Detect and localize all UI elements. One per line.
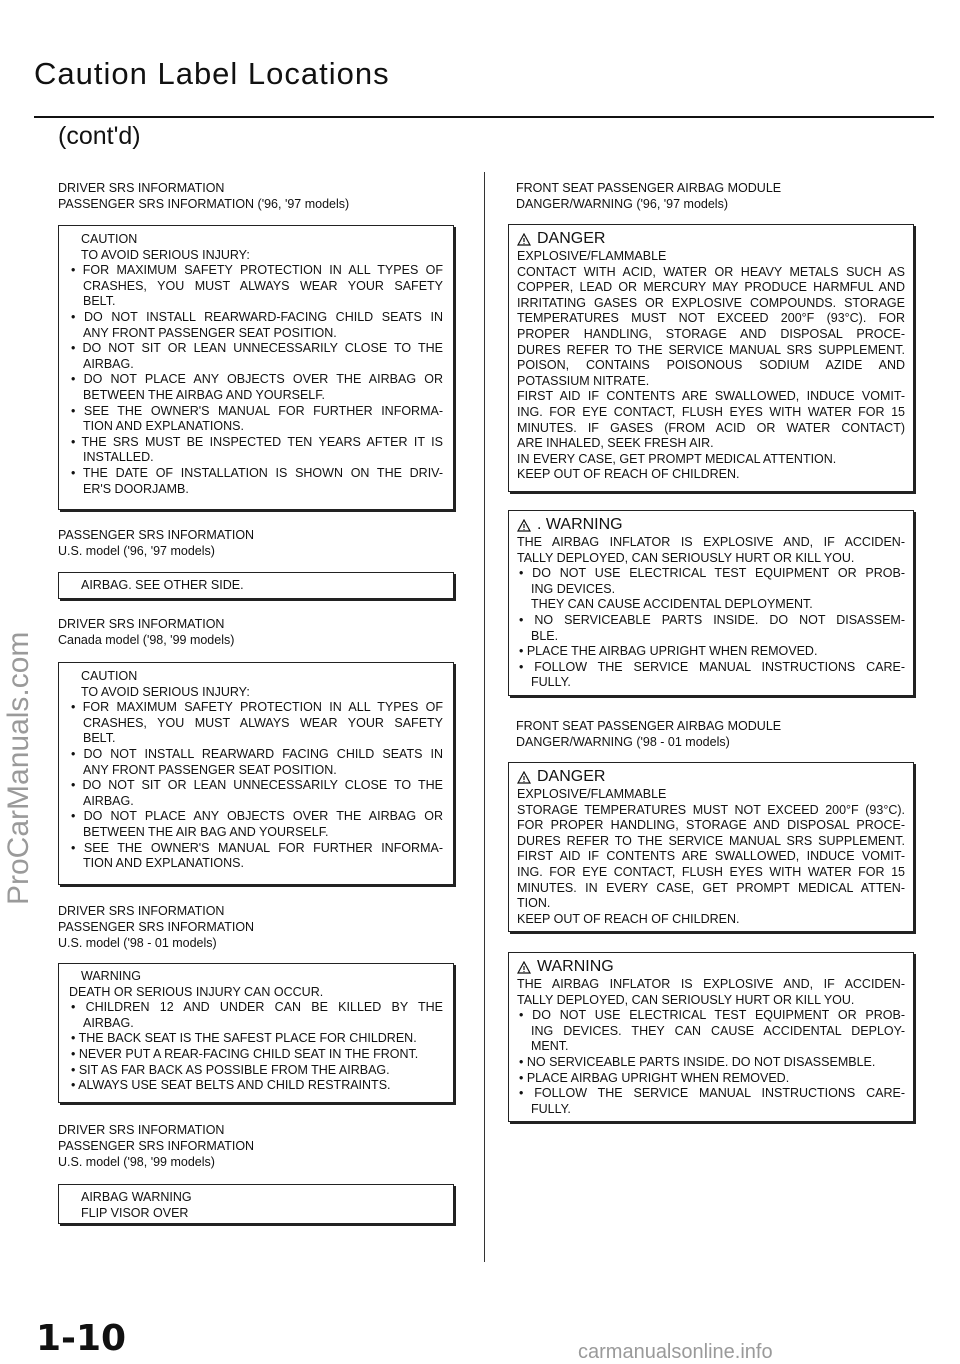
caption-line: FRONT SEAT PASSENGER AIRBAG MODULE [516, 719, 782, 733]
label-text-line: TEMPERATURES MUST NOT EXCEED 200°F (93°C). FOR [517, 311, 905, 326]
caption-line: DANGER/WARNING ('96, '97 models) [516, 197, 728, 211]
label-text-line: POISON, CONTAINS POISONOUS SODIUM AZIDE AND [517, 358, 905, 373]
warning-body [517, 977, 905, 1117]
label-text-line: CAUTION [81, 232, 138, 246]
label-text-line: • DO NOT SIT OR LEAN UNNECESSARILY CLOSE TO THE [71, 341, 443, 356]
label-box-airbag-see-other-side [58, 572, 454, 599]
caption-driver-passenger-96-97 [58, 180, 349, 212]
label-text-line: FOR PROPER HANDLING, STORAGE AND DISPOSAL PROCE- [517, 818, 905, 833]
warning-triangle-icon [517, 519, 531, 532]
label-text-line: • PLACE THE AIRBAG UPRIGHT WHEN REMOVED. [519, 644, 818, 659]
label-text-line: CRASHES, YOU MUST ALWAYS WEAR YOUR SAFETY [83, 715, 443, 730]
warning-body [517, 535, 905, 691]
caption-driver-passenger-us-98-01 [58, 903, 254, 951]
label-text-line: ING DEVICES. [531, 581, 616, 596]
label-text-line: AIRBAG. [83, 793, 134, 808]
caption-line: U.S. model ('96, '97 models) [58, 544, 215, 558]
label-text-line: THE AIRBAG INFLATOR IS EXPLOSIVE AND, IF ACCIDEN- [517, 977, 905, 991]
label-text-line: • FOR MAXIMUM SAFETY PROTECTION IN ALL TYPES OF [71, 263, 443, 278]
watermark: ProCarManuals.com [2, 631, 35, 905]
label-text-line: FULLY. [531, 675, 571, 690]
label-text-line: BELT. [83, 294, 116, 309]
label-text-line: • FOLLOW THE SERVICE MANUAL INSTRUCTIONS CARE- [519, 1086, 905, 1101]
label-text-line: TO AVOID SERIOUS INJURY: [81, 247, 250, 262]
label-text-line: • SEE THE OWNER'S MANUAL FOR FURTHER INFORMA- [71, 403, 443, 418]
label-text-line: ANY FRONT PASSENGER SEAT POSITION. [83, 762, 337, 777]
label-text-line: AIRBAG. [83, 1015, 134, 1030]
caption-line: DRIVER SRS INFORMATION [58, 617, 225, 631]
label-text-line: THE AIRBAG INFLATOR IS EXPLOSIVE AND, IF ACCIDEN- [517, 535, 905, 549]
label-text-line: • NO SERVICEABLE PARTS INSIDE. DO NOT DISASSEM- [519, 612, 905, 627]
label-text-line: FLIP VISOR OVER [81, 1205, 189, 1220]
danger-heading [517, 229, 905, 249]
caption-line: DANGER/WARNING ('98 - 01 models) [516, 735, 730, 749]
caption-passenger-us-96-97 [58, 527, 254, 559]
label-text-line: COPPER, LEAD OR MERCURY MAY PRODUCE HARMFUL AND [517, 280, 905, 295]
label-text-line: • THE SRS MUST BE INSPECTED TEN YEARS AFTER IT IS [71, 434, 443, 449]
label-text-line: PROPER HANDLING, STORAGE AND DISPOSAL PROCE- [517, 326, 905, 341]
label-text-line: ANY FRONT PASSENGER SEAT POSITION. [83, 325, 337, 340]
caption-module-98-01 [516, 718, 781, 750]
label-text-line: ING. FOR EYE CONTACT, FLUSH EYES WITH WATER FOR 15 [517, 404, 905, 419]
label-text-line: • DO NOT INSTALL REARWARD FACING CHILD SEATS IN [71, 746, 443, 761]
label-text-line: MINUTES. IN EVERY CASE, GET PROMPT MEDICAL ATTEN- [517, 880, 905, 895]
label-box-warning-96-97 [508, 510, 914, 696]
column-divider [484, 172, 485, 1262]
label-box-caution-96-97 [58, 225, 454, 510]
label-text-line: IRRITATING GASES OR EXPLOSIVE COMPOUNDS. STORAGE [517, 295, 905, 310]
label-text-line: TION AND EXPLANATIONS. [83, 419, 244, 434]
label-text-line: • DO NOT PLACE ANY OBJECTS OVER THE AIRBAG OR [71, 372, 443, 387]
caption-line: PASSENGER SRS INFORMATION ('96, '97 models) [58, 197, 350, 211]
label-text-line: AIRBAG. [83, 356, 134, 371]
label-text-line: • DO NOT SIT OR LEAN UNNECESSARILY CLOSE TO THE [71, 778, 443, 793]
label-text-line: ER'S DOORJAMB. [83, 481, 189, 496]
label-text-line: ING DEVICES. THEY CAN CAUSE ACCIDENTAL DEPLOY- [531, 1023, 905, 1038]
label-text-line: CRASHES, YOU MUST ALWAYS WEAR YOUR SAFETY [83, 278, 443, 293]
page-subtitle: (cont'd) [58, 122, 141, 150]
label-text-line: AIRBAG WARNING [81, 1190, 192, 1204]
label-text-line: TO AVOID SERIOUS INJURY: [81, 684, 250, 699]
label-text-line: • FOLLOW THE SERVICE MANUAL INSTRUCTIONS CARE- [519, 659, 905, 674]
label-text-line: • ALWAYS USE SEAT BELTS AND CHILD RESTRAINTS. [71, 1078, 391, 1093]
label-text-line: • PLACE AIRBAG UPRIGHT WHEN REMOVED. [519, 1070, 790, 1085]
label-text-line: CAUTION [81, 669, 138, 683]
page-title: Caution Label Locations [34, 56, 390, 91]
label-text-line: MINUTES. IF GASES (FROM ACID OR WATER CONTACT) [517, 420, 905, 435]
danger-body [517, 249, 905, 483]
label-text-line: POTASSIUM NITRATE. [517, 373, 650, 388]
label-text-line: STORAGE TEMPERATURES MUST NOT EXCEED 200°F (93°C). [517, 802, 905, 817]
label-text-line: ARE INHALED, SEEK FRESH AIR. [517, 436, 714, 451]
warning-heading [517, 515, 905, 535]
caption-line: FRONT SEAT PASSENGER AIRBAG MODULE [516, 181, 782, 195]
label-text-line: • FOR MAXIMUM SAFETY PROTECTION IN ALL TYPES OF [71, 700, 443, 715]
label-text-line: • DO NOT PLACE ANY OBJECTS OVER THE AIRBAG OR [71, 809, 443, 824]
label-text-line: EXPLOSIVE/FLAMMABLE [517, 249, 667, 263]
label-text-line: AIRBAG. SEE OTHER SIDE. [81, 578, 244, 592]
label-text-line: BELT. [83, 731, 116, 746]
warning-triangle-icon [517, 233, 531, 246]
caption-line: PASSENGER SRS INFORMATION [58, 1139, 255, 1153]
label-box-flip-visor [58, 1184, 454, 1224]
label-text-line: • THE BACK SEAT IS THE SAFEST PLACE FOR CHILDREN. [71, 1031, 417, 1046]
label-text-line: TION AND EXPLANATIONS. [83, 856, 244, 871]
label-text-line: FIRST AID IF CONTENTS ARE SWALLOWED, INDUCE VOMIT- [517, 389, 905, 404]
danger-heading [517, 767, 905, 787]
footer-site: carmanualsonline.info [578, 1341, 773, 1363]
label-text-line: TION. [517, 896, 551, 911]
label-text-line: FIRST AID IF CONTENTS ARE SWALLOWED, INDUCE VOMIT- [517, 849, 905, 864]
label-text-line: KEEP OUT OF REACH OF CHILDREN. [517, 911, 740, 926]
caption-line: DRIVER SRS INFORMATION [58, 904, 225, 918]
warning-triangle-icon [517, 961, 531, 974]
caption-line: PASSENGER SRS INFORMATION [58, 920, 255, 934]
danger-heading-text: DANGER [537, 768, 606, 785]
label-text-line: MENT. [531, 1039, 569, 1054]
warning-heading-text: WARNING [537, 958, 614, 975]
label-text-line: IN EVERY CASE, GET PROMPT MEDICAL ATTENTION. [517, 451, 837, 466]
label-text-line: • NEVER PUT A REAR-FACING CHILD SEAT IN THE FRONT. [71, 1046, 419, 1061]
warning-triangle-icon [517, 771, 531, 784]
warning-heading [517, 957, 905, 977]
label-text-line: DURES REFER TO THE SERVICE MANUAL SRS SUPPLEMENT. [517, 833, 905, 848]
label-text-line: ING. FOR EYE CONTACT, FLUSH EYES WITH WATER FOR 15 [517, 864, 905, 879]
caption-line: Canada model ('98, '99 models) [58, 633, 235, 647]
danger-body [517, 787, 905, 927]
label-box-danger-96-97 [508, 224, 914, 492]
label-text-line: DEATH OR SERIOUS INJURY CAN OCCUR. [69, 984, 324, 999]
danger-heading-text: DANGER [537, 230, 606, 247]
warning-heading-text: . WARNING [537, 516, 623, 533]
caption-line: U.S. model ('98, '99 models) [58, 1155, 215, 1169]
label-text-line: DURES REFER TO THE SERVICE MANUAL SRS SUPPLEMENT. [517, 342, 905, 357]
label-text-line: THEY CAN CAUSE ACCIDENTAL DEPLOYMENT. [531, 597, 813, 612]
caption-line: U.S. model ('98 - 01 models) [58, 936, 217, 950]
label-text-line: CONTACT WITH ACID, WATER OR HEAVY METALS SUCH AS [517, 264, 905, 279]
label-text-line: FULLY. [531, 1101, 571, 1116]
label-text-line: TALLY DEPLOYED, CAN SERIOUSLY HURT OR KILL YOU. [517, 992, 855, 1007]
caption-line: DRIVER SRS INFORMATION [58, 1123, 225, 1137]
label-box-warning-us-98-01 [58, 963, 454, 1103]
label-text-line: • DO NOT USE ELECTRICAL TEST EQUIPMENT OR PROB- [519, 1008, 905, 1023]
caption-driver-canada-98-99 [58, 616, 234, 648]
label-text-line: • CHILDREN 12 AND UNDER CAN BE KILLED BY THE [71, 1000, 443, 1015]
title-rule [34, 116, 934, 118]
label-text-line: TALLY DEPLOYED, CAN SERIOUSLY HURT OR KILL YOU. [517, 550, 855, 565]
page-number: 1-10 [36, 1318, 127, 1359]
label-text-line: • SEE THE OWNER'S MANUAL FOR FURTHER INFORMA- [71, 840, 443, 855]
label-text-line: BLE. [531, 628, 559, 643]
label-text-line: BETWEEN THE AIR BAG AND YOURSELF. [83, 824, 329, 839]
label-text-line: INSTALLED. [83, 450, 154, 465]
caption-module-96-97 [516, 180, 781, 212]
label-text-line: • SIT AS FAR BACK AS POSSIBLE FROM THE AIRBAG. [71, 1062, 390, 1077]
label-box-warning-98-01 [508, 952, 914, 1122]
label-text-line: WARNING [81, 969, 141, 983]
label-box-danger-98-01 [508, 762, 914, 932]
caption-line: PASSENGER SRS INFORMATION [58, 528, 255, 542]
caption-line: DRIVER SRS INFORMATION [58, 181, 225, 195]
caption-driver-passenger-us-98-99 [58, 1122, 254, 1170]
label-text-line: • THE DATE OF INSTALLATION IS SHOWN ON THE DRIV- [71, 465, 443, 480]
label-box-caution-canada [58, 662, 454, 885]
label-text-line: • DO NOT USE ELECTRICAL TEST EQUIPMENT OR PROB- [519, 566, 905, 581]
label-text-line: BETWEEN THE AIRBAG AND YOURSELF. [83, 387, 325, 402]
label-text-line: EXPLOSIVE/FLAMMABLE [517, 787, 667, 801]
label-text-line: • DO NOT INSTALL REARWARD-FACING CHILD SEATS IN [71, 309, 443, 324]
label-text-line: • NO SERVICEABLE PARTS INSIDE. DO NOT DISASSEMBLE. [519, 1054, 876, 1069]
label-text-line: KEEP OUT OF REACH OF CHILDREN. [517, 467, 740, 482]
